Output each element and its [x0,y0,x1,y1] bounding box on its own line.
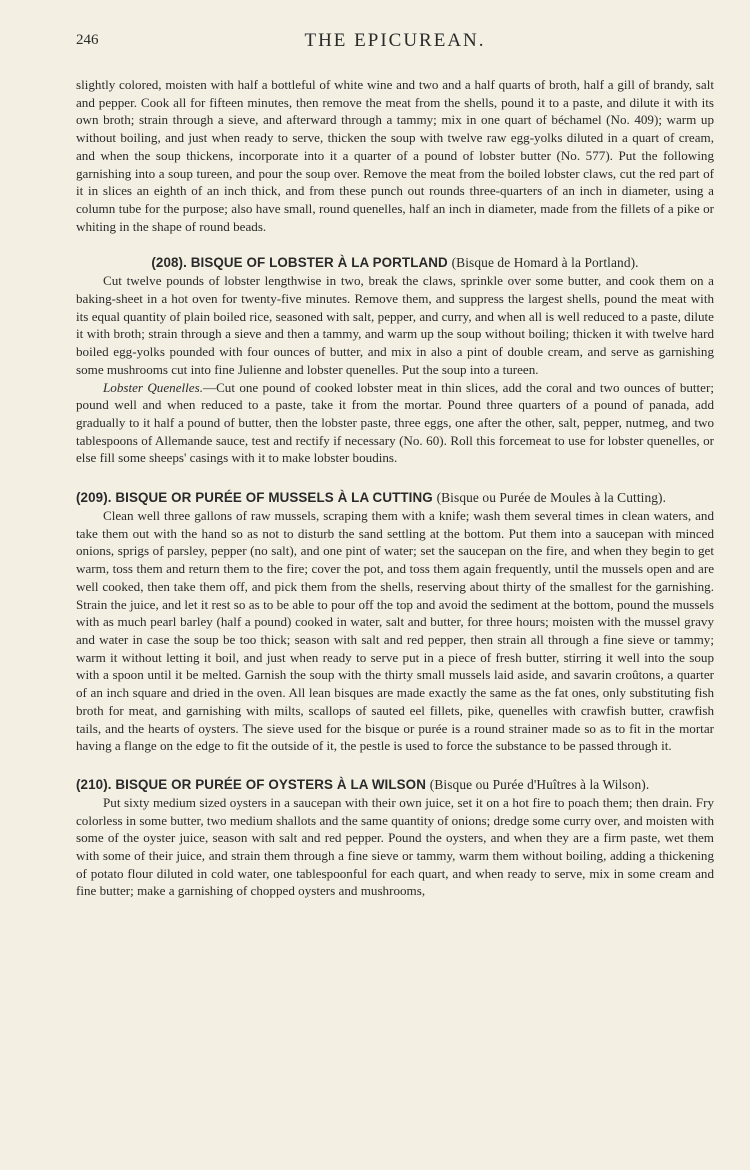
recipe-210-subtitle: (Bisque ou Purée d'Huîtres à la Wilson). [429,776,650,792]
quenelles-text: —Cut one pound of cooked lobster meat in thin slices, add the coral and two ounces of butter; pound well and when reduced to a paste, take it from the mortar. Pound three quarters of a pound of panada, add gradually to it half a pound of butter, then the lobster paste, three eggs, one after the other, salt, pepper, nutmeg, and two tablespoons of Allemande sauce, test and rectify if necessary (No. 60). Roll this forcemeat to use for lobster quenelles, or else fill some sheeps' casings with it to make lobster boudins. [76,379,714,466]
recipe-209-heading [76,488,714,507]
recipe-209-title: (209). BISQUE OR PURÉE OF MUSSELS À LA CUTTING [76,490,433,506]
recipe-208-heading [76,253,714,272]
recipe-210-title: (210). BISQUE OR PURÉE OF OYSTERS À LA WILSON [76,776,426,792]
recipe-210-heading [76,775,714,794]
continuation-paragraph: slightly colored, moisten with half a bottleful of white wine and two and a half quarts of broth, half a gill of brandy, salt and pepper. Cook all for fifteen minutes, then remove the meat from the shells, pound it to a paste, and dilute it with its own broth; strain through a sieve, and afterward through a tammy; mix in one quart of béchamel (No. 409); warm up without boiling, and just when ready to serve, thicken the soup with twelve raw egg-yolks diluted in a quart of cream, and when the soup thickens, incorporate into it a quarter of a pound of lobster butter (No. 577). Put the following garnishing into a soup tureen, and pour the soup over. Remove the meat from the boiled lobster claws, cut the red part of it in slices an eighth of an inch thick, and from these punch out rounds three-quarters of an inch in diameter, using a column tube for the purpose; also have small, round quenelles, half an inch in diameter, made from the fillets of a pike or whiting in the shape of round beads. [76,77,714,234]
running-title: THE EPICUREAN. [304,30,486,51]
page-number: 246 [76,32,99,48]
recipe-209-subtitle: (Bisque ou Purée de Moules à la Cutting). [436,490,667,506]
recipe-210-paragraph: Put sixty medium sized oysters in a saucepan with their own juice, set it on a hot fire to poach them; then drain. Fry colorless in some butter, two medium shallots and the same quantity of onions; dredge some curry over, and moisten with some of the oyster juice, season with salt and red pepper. Pound the oysters, and when they are a firm paste, wet them with some of their juice, and strain them through a fine sieve or tammy, warm them without boiling, adding a thickening of potato flour diluted in cold water, one tablespoonful for each quart, and when ready to serve, mix in some cream and fine butter; make a garnishing of chopped oysters and mushrooms, [76,794,714,899]
page-body [76,76,714,900]
recipe-208-paragraph: Cut twelve pounds of lobster lengthwise in two, break the claws, sprinkle over some butter, and cook them on a baking-sheet in a hot oven for twenty-five minutes. Remove them, and suppress the largest shells, pound the meat with its equal quantity of plain boiled rice, seasoned with salt, pepper, and curry, and when all is well reduced to a paste, dilute it with broth; strain through a sieve and then a tammy, and warm up the soup without boiling; thicken it with twelve hard boiled egg-yolks pounded with four ounces of butter, and mix in also a pint of double cream, and serve as garnishing some mushrooms cut into fine Julienne and lobster quenelles. Put the soup into a tureen. [76,273,714,377]
recipe-208-title: (208). BISQUE OF LOBSTER À LA PORTLAND [151,255,448,271]
page-header [76,30,714,54]
quenelles-lead: Lobster Quenelles. [103,379,203,395]
recipe-209-paragraph: Clean well three gallons of raw mussels, scraping them with a knife; wash them several times in clean waters, and take them out with the hand so as not to disturb the sand settling at the bottom. Put them into a saucepan with minced onions, sprigs of parsley, pepper (no salt), and one pint of water; set the saucepan on the fire, and when they begin to get warm, toss them and return them to the fire; cover the pot, and toss them again frequently, until the mussels open and are well cooked, then take them off, and pick them from the shells, reserving about thirty of the smallest for the garnishing. Strain the juice, and let it rest so as to be able to pour off the top and avoid the sediment at the bottom, pound the mussels with as much pearl barley (half a pound) cooked in water, salt and butter, for three hours; moisten with the mussel gravy and water in case the soup be too thick; season with salt and red pepper, then strain all through a fine sieve or tammy; warm it without letting it boil, and just when ready to serve put in a piece of fresh butter, stirring it well into the soup with a spoon until it be melted. Garnish the soup with the thirty small mussels laid aside, and savarin croûtons, a quarter of an inch square and dried in the oven. All lean bisques are made exactly the same as the fat ones, only substituting fish broth for meat, and garnishing with milts, scallops of sauted eel fillets, pike, quenelles with crawfish butter, crawfish tails, and the hearts of oysters. The sieve used for the bisque or purée is a round strainer made so as to fit in the mortar having a flange on the edge to fit the outside of it, the pestle is used to force the substance to be passed through it. [76,508,714,754]
recipe-208-subtitle: (Bisque de Homard à la Portland). [451,255,639,271]
recipe-208-quenelles-paragraph [76,379,714,468]
